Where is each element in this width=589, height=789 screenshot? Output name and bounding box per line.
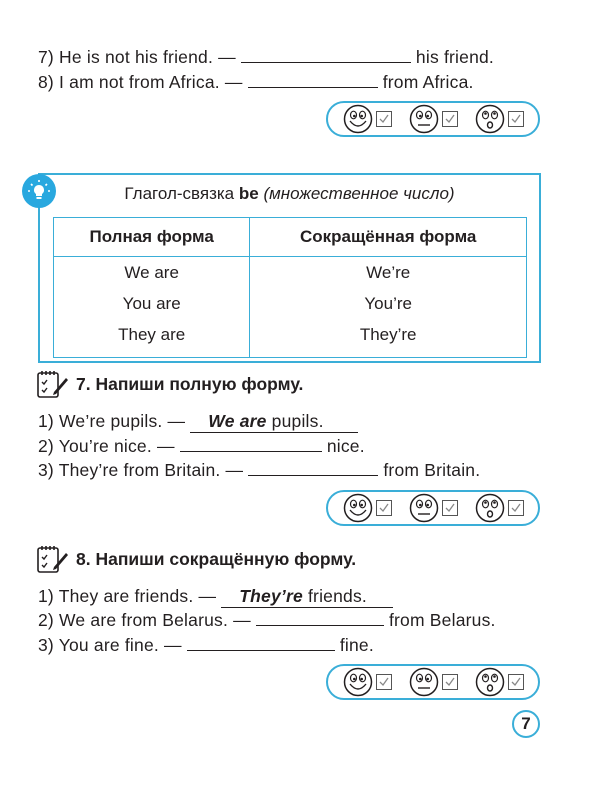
- self-rating-box: [326, 490, 540, 526]
- answer-rest: friends.: [307, 586, 367, 606]
- rating-item-confused: [475, 667, 524, 697]
- answer-blank[interactable]: [241, 47, 411, 63]
- rating-item-confused: [475, 104, 524, 134]
- answer-text: They’re: [239, 586, 303, 606]
- exercise-line-8: [38, 72, 474, 93]
- page-number: 7: [512, 710, 540, 738]
- full-forms-cell: [54, 257, 250, 358]
- task-8-heading: [36, 544, 356, 574]
- line-text-after: from Africa.: [382, 72, 474, 92]
- rating-item-smile: [343, 104, 392, 134]
- smiling-face-icon: [343, 104, 373, 134]
- self-rating-box: [326, 664, 540, 700]
- rating-item-smile: [343, 493, 392, 523]
- smiling-face-icon: [343, 493, 373, 523]
- checkbox[interactable]: [508, 500, 524, 516]
- lightbulb-icon: [22, 174, 56, 208]
- task-title: 8. Напиши сокращённую форму.: [76, 548, 357, 569]
- neutral-face-icon: [409, 667, 439, 697]
- checkbox[interactable]: [376, 111, 392, 127]
- task7-line-3: [38, 460, 480, 481]
- line-text: You are fine. —: [58, 635, 182, 655]
- task-title: 7. Напиши полную форму.: [76, 373, 304, 394]
- task-7-heading: [36, 369, 303, 399]
- line-text: We’re pupils. —: [59, 411, 186, 431]
- answer-rest: pupils.: [271, 411, 324, 431]
- line-text-after: nice.: [326, 436, 365, 456]
- rating-item-neutral: [409, 493, 458, 523]
- line-text-after: fine.: [339, 635, 374, 655]
- full-form: You are: [122, 294, 181, 313]
- line-number: 8): [38, 72, 54, 92]
- line-text: They are friends. —: [58, 586, 217, 606]
- pencil-notepad-icon: [36, 544, 70, 574]
- self-rating-box: [326, 101, 540, 137]
- checkbox[interactable]: [442, 111, 458, 127]
- line-text-after: from Britain.: [383, 460, 481, 480]
- checkbox[interactable]: [376, 500, 392, 516]
- line-number: 7): [38, 47, 54, 67]
- line-text-after: from Belarus.: [388, 610, 496, 630]
- pencil-notepad-icon: [36, 369, 70, 399]
- grammar-rule-box: [38, 173, 541, 363]
- full-form: They are: [118, 325, 186, 344]
- confused-face-icon: [475, 667, 505, 697]
- answer-blank[interactable]: [248, 72, 378, 88]
- checkbox[interactable]: [442, 500, 458, 516]
- answer-filled[interactable]: [190, 411, 358, 433]
- answer-blank[interactable]: [180, 436, 322, 452]
- confused-face-icon: [475, 104, 505, 134]
- line-number: 2): [38, 610, 54, 630]
- grammar-title: [40, 184, 539, 204]
- header-short-form: Сокращённая форма: [250, 218, 527, 257]
- checkbox[interactable]: [442, 674, 458, 690]
- task7-line-2: [38, 436, 365, 457]
- line-text: They’re from Britain. —: [58, 460, 244, 480]
- answer-blank[interactable]: [187, 635, 335, 651]
- grammar-title-bold: be: [238, 184, 259, 203]
- exercise-line-7: [38, 47, 494, 68]
- grammar-title-prefix: Глагол-связка: [124, 184, 235, 203]
- checkbox[interactable]: [508, 674, 524, 690]
- line-text: We are from Belarus. —: [59, 610, 251, 630]
- task8-line-3: [38, 635, 374, 656]
- task7-line-1: [38, 411, 358, 433]
- neutral-face-icon: [409, 493, 439, 523]
- line-text: He is not his friend. —: [59, 47, 236, 67]
- line-number: 3): [38, 635, 54, 655]
- line-text-after: his friend.: [415, 47, 494, 67]
- line-number: 3): [38, 460, 54, 480]
- full-form: We are: [124, 263, 179, 282]
- short-form: We’re: [366, 263, 411, 282]
- answer-text: We are: [208, 411, 267, 431]
- rating-item-neutral: [409, 667, 458, 697]
- short-form: They’re: [359, 325, 417, 344]
- grammar-title-italic: (множественное число): [263, 184, 455, 203]
- task8-line-2: [38, 610, 496, 631]
- rating-item-confused: [475, 493, 524, 523]
- forms-table: [53, 217, 527, 358]
- confused-face-icon: [475, 493, 505, 523]
- task8-line-1: [38, 586, 393, 608]
- neutral-face-icon: [409, 104, 439, 134]
- answer-blank[interactable]: [256, 610, 384, 626]
- smiling-face-icon: [343, 667, 373, 697]
- line-number: 1): [38, 411, 54, 431]
- line-text: I am not from Africa. —: [59, 72, 243, 92]
- checkbox[interactable]: [376, 674, 392, 690]
- line-number: 2): [38, 436, 54, 456]
- line-text: You’re nice. —: [58, 436, 175, 456]
- rating-item-smile: [343, 667, 392, 697]
- short-form: You’re: [364, 294, 412, 313]
- answer-blank[interactable]: [248, 460, 378, 476]
- line-number: 1): [38, 586, 54, 606]
- checkbox[interactable]: [508, 111, 524, 127]
- rating-item-neutral: [409, 104, 458, 134]
- header-full-form: Полная форма: [54, 218, 250, 257]
- short-forms-cell: [250, 257, 527, 358]
- answer-filled[interactable]: [221, 586, 393, 608]
